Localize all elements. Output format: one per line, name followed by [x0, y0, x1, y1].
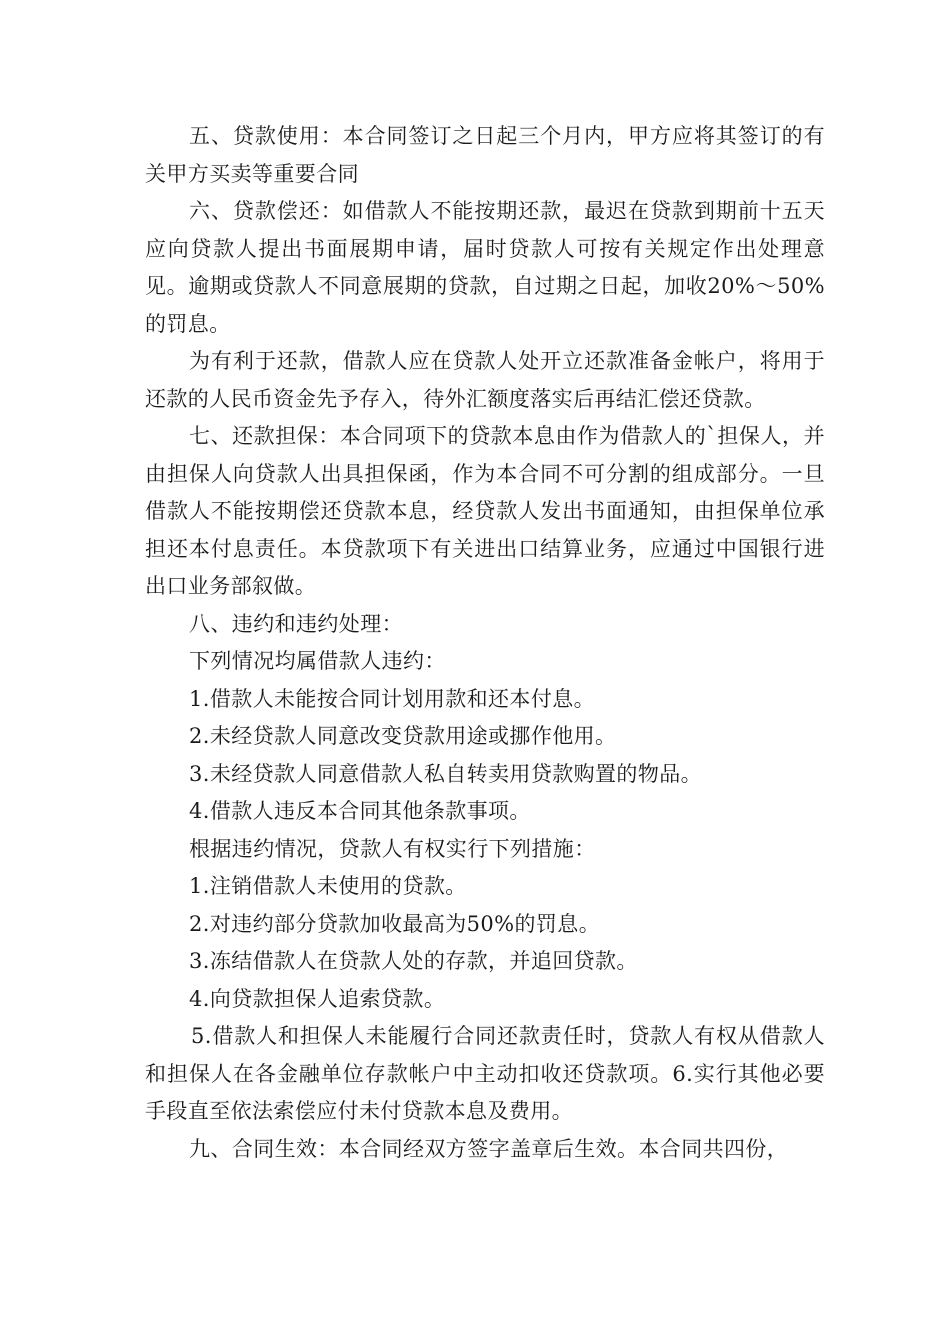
- clause-8-heading: 八、违约和违约处理：: [189, 611, 403, 636]
- remedies-intro: 根据违约情况，贷款人有权实行下列措施：: [189, 836, 596, 861]
- repayment-reserve-paragraph: 为有利于还款，借款人应在贷款人处开立还款准备金帐户，将用于还款的人民币资金先予存入，待外汇额度落实后再结汇偿还贷款。: [145, 349, 825, 411]
- remedy-item: 5.借款人和担保人未能履行合同还款责任时，贷款人有权从借款人和担保人在各金融单位存款帐户中主动扣收还贷款项。6.实行其他必要手段直至依法索偿应付未付贷款本息及费用。: [145, 1024, 825, 1123]
- default-case-item: 4.借款人违反本合同其他条款事项。: [189, 799, 531, 823]
- default-case-item: 2.未经贷款人同意改变贷款用途或挪作他用。: [189, 724, 617, 748]
- remedy-item: 1.注销借款人未使用的贷款。: [189, 874, 467, 898]
- clause-9-contract-effect: 九、合同生效：本合同经双方签字盖章后生效。本合同共四份，: [189, 1136, 789, 1161]
- clause-7-repayment-guarantee: 七、还款担保：本合同项下的贷款本息由作为借款人的`担保人，并由担保人向贷款人出具担保函，作为本合同不可分割的组成部分。一旦借款人不能按期偿还贷款本息，经贷款人发出书面通知，由担保单位承担还本付息责任。本贷款项下有关进出口结算业务，应通过中国银行进出口业务部叙做。: [145, 424, 825, 598]
- clause-6-loan-repayment: 六、贷款偿还：如借款人不能按期还款，最迟在贷款到期前十五天应向贷款人提出书面展期申请，届时贷款人可按有关规定作出处理意见。逾期或贷款人不同意展期的贷款，自过期之日起，加收20%～50%的罚息。: [145, 199, 825, 336]
- remedy-item: 3.冻结借款人在贷款人处的存款，并追回贷款。: [189, 949, 638, 973]
- default-case-item: 3.未经贷款人同意借款人私自转卖用贷款购置的物品。: [189, 761, 703, 786]
- default-case-item: 1.借款人未能按合同计划用款和还本付息。: [189, 686, 596, 711]
- clause-5-loan-use: 五、贷款使用：本合同签订之日起三个月内，甲方应将其签订的有关甲方买卖等重要合同: [145, 124, 825, 186]
- document-page: [145, 118, 825, 1168]
- remedy-item: 4.向贷款担保人追索贷款。: [189, 986, 446, 1011]
- remedy-item: 2.对违约部分贷款加收最高为50%的罚息。: [189, 911, 601, 936]
- default-cases-intro: 下列情况均属借款人违约：: [189, 649, 446, 673]
